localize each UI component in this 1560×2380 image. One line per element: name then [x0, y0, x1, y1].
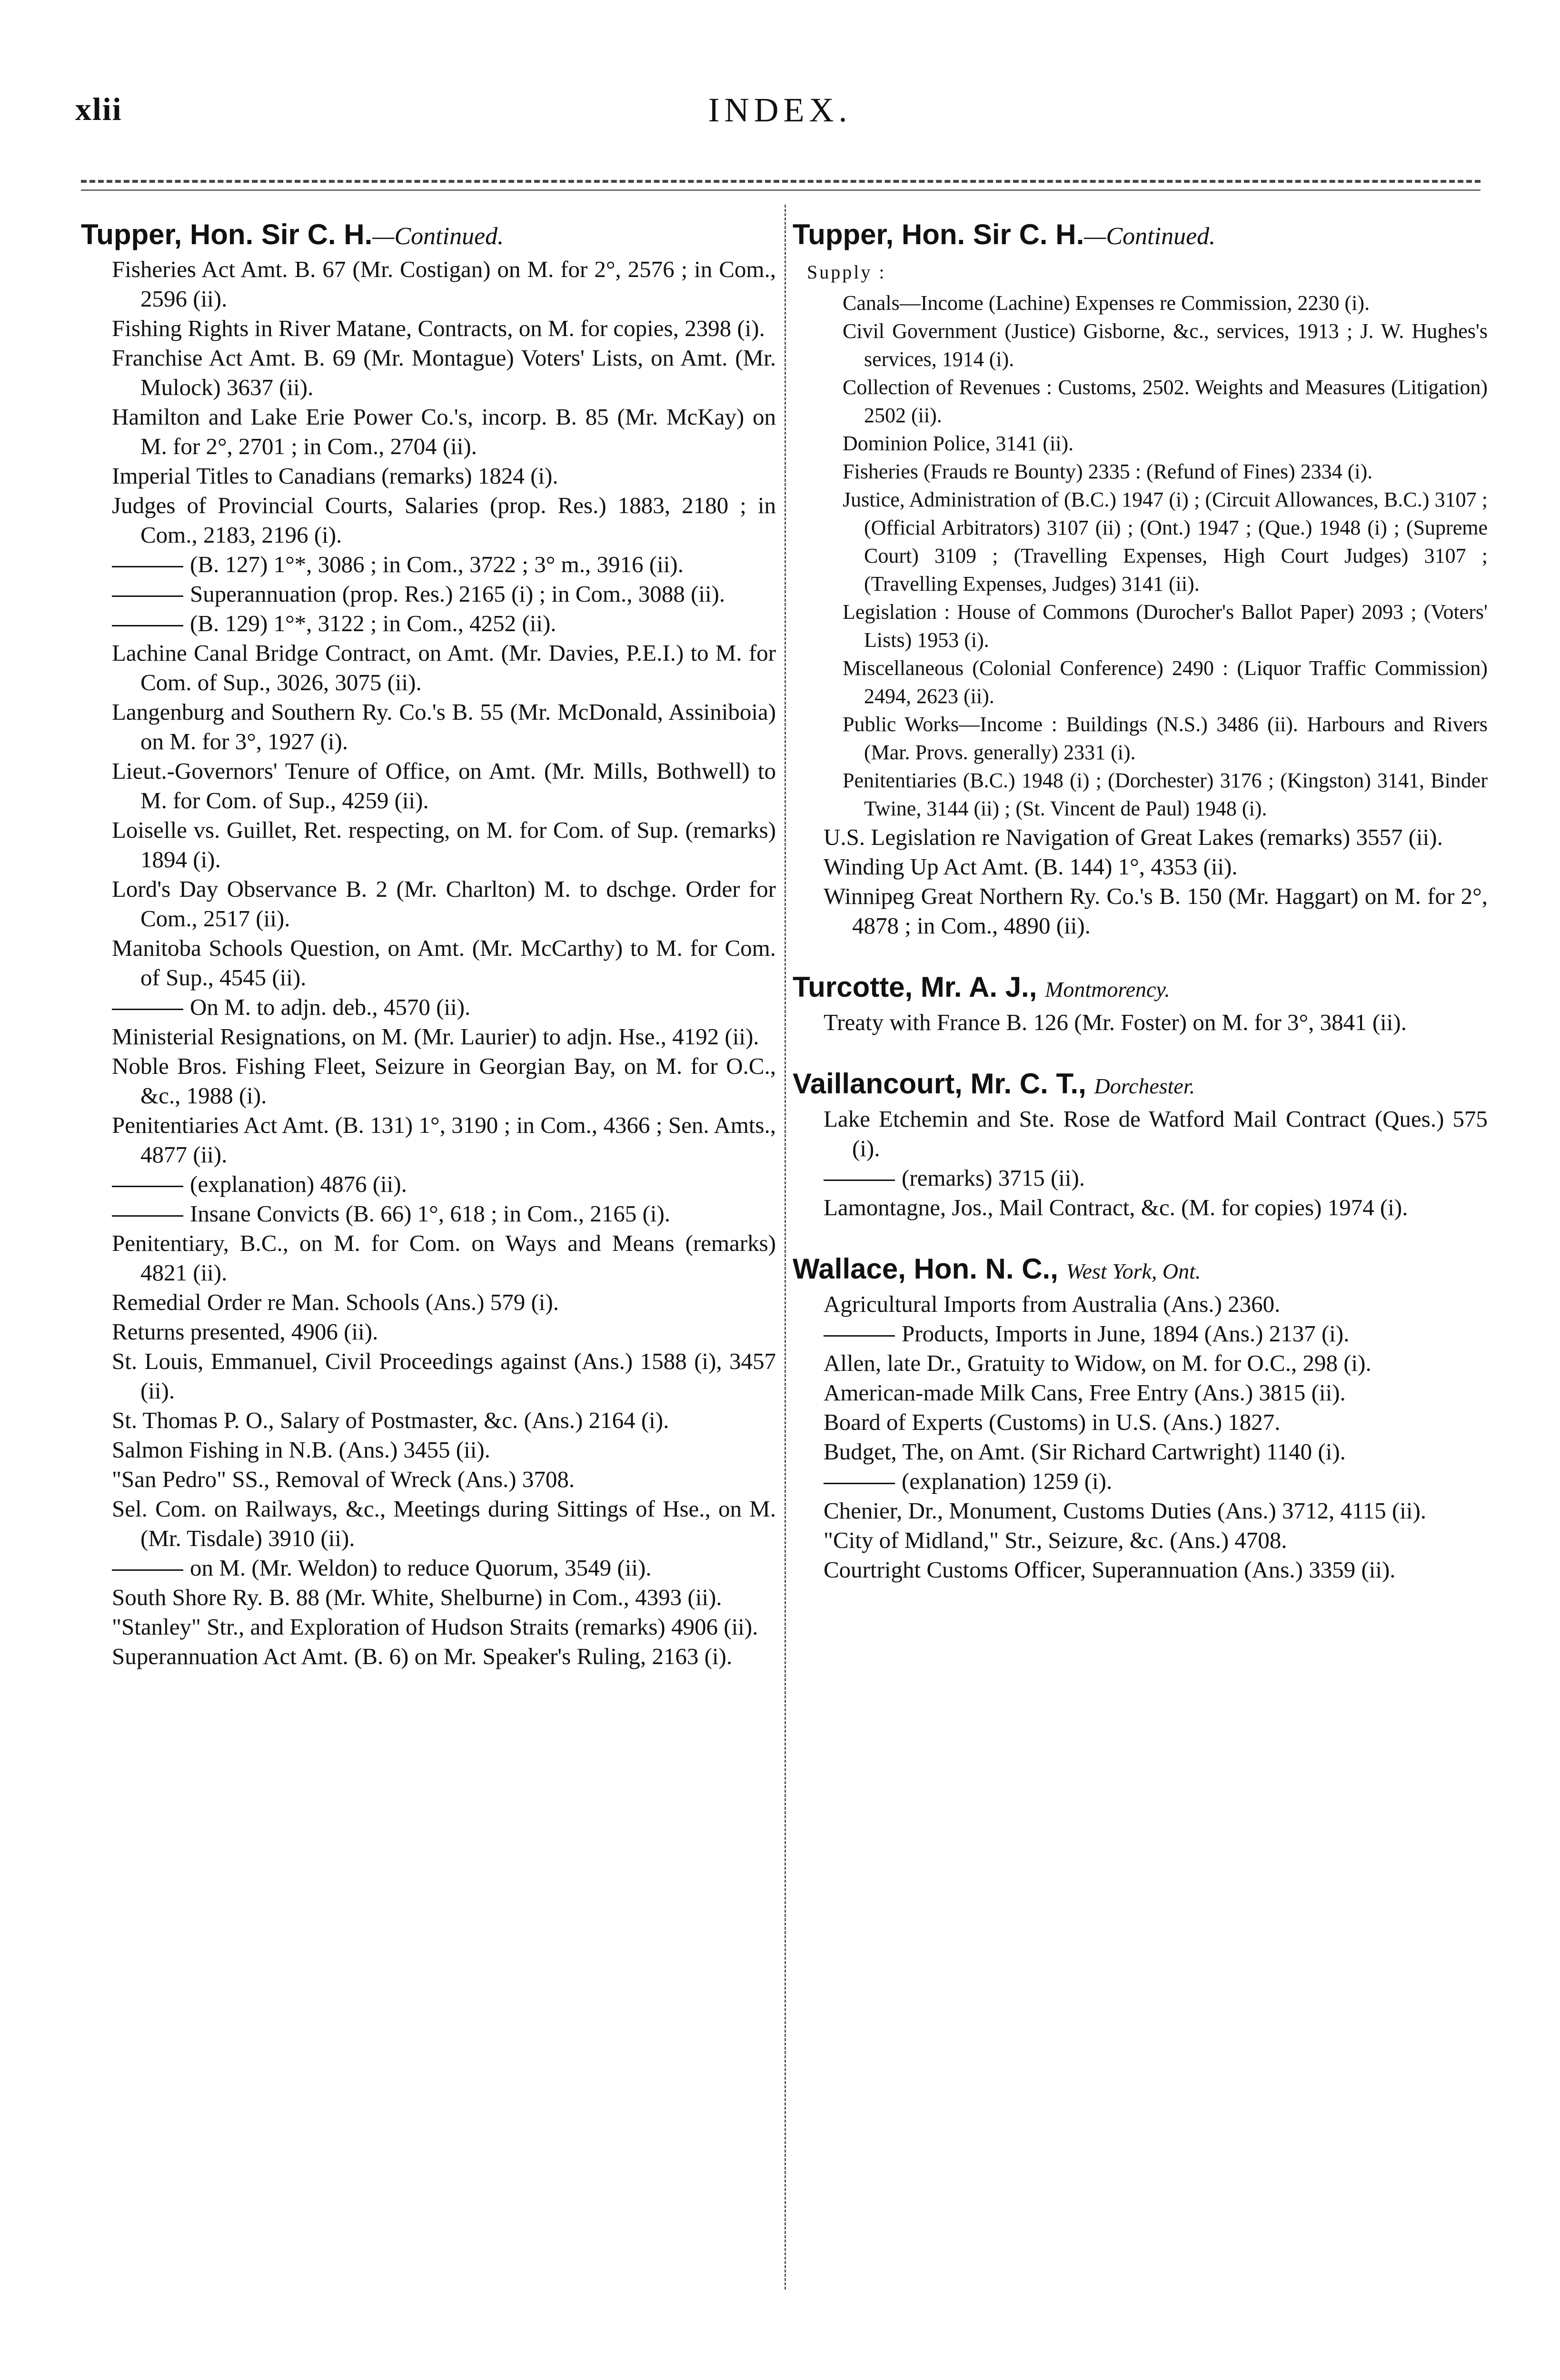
index-entry: Franchise Act Amt. B. 69 (Mr. Montague) Voters' Lists, on Amt. (Mr. Mulock) 3637 (ii). [112, 345, 776, 400]
supply-entry: Collection of Revenues : Customs, 2502. Weights and Measures (Litigation) 2502 (ii). [843, 376, 1488, 427]
index-entry: Courtright Customs Officer, Superannuation (Ans.) 3359 (ii). [824, 1557, 1396, 1583]
section-gap [793, 941, 1488, 969]
index-entry: Chenier, Dr., Monument, Customs Duties (Ans.) 3712, 4115 (ii). [824, 1497, 1427, 1524]
index-subentry: Products, Imports in June, 1894 (Ans.) 2137 (i). [793, 1319, 1488, 1349]
supply-entry: Canals—Income (Lachine) Expenses re Commission, 2230 (i). [843, 291, 1370, 315]
supply-label: Supply : [807, 261, 886, 283]
index-subentry: On M. to adjn. deb., 4570 (ii). [81, 992, 776, 1022]
index-entry: "Stanley" Str., and Exploration of Hudson Straits (remarks) 4906 (ii). [112, 1614, 758, 1640]
index-entry: Lake Etchemin and Ste. Rose de Watford Mail Contract (Ques.) 575 (i). [824, 1106, 1488, 1161]
member-heading-wallace: Wallace, Hon. N. C., West York, Ont. [793, 1253, 1201, 1285]
index-entry: Lieut.-Governors' Tenure of Office, on Amt. (Mr. Mills, Bothwell) to M. for Com. of Sup., 4259 (ii). [112, 758, 776, 813]
index-entry: Ministerial Resignations, on M. (Mr. Laurier) to adjn. Hse., 4192 (ii). [112, 1023, 759, 1050]
supply-entry: Public Works—Income : Buildings (N.S.) 3486 (ii). Harbours and Rivers (Mar. Provs. generally) 2331 (i). [843, 713, 1488, 764]
index-entry: "City of Midland," Str., Seizure, &c. (Ans.) 4708. [824, 1527, 1287, 1553]
index-entry: Salmon Fishing in N.B. (Ans.) 3455 (ii). [112, 1437, 490, 1463]
supply-entry: Legislation : House of Commons (Durocher's Ballot Paper) 2093 ; (Voters' Lists) 1953 (i). [843, 600, 1488, 652]
index-entry: Remedial Order re Man. Schools (Ans.) 579 (i). [112, 1289, 559, 1315]
index-entry: St. Louis, Emmanuel, Civil Proceedings against (Ans.) 1588 (i), 3457 (ii). [112, 1348, 776, 1404]
index-subentry: (remarks) 3715 (ii). [793, 1163, 1488, 1193]
header-rule [81, 180, 1481, 183]
supply-entry: Dominion Police, 3141 (ii). [843, 432, 1074, 455]
index-entry: Agricultural Imports from Australia (Ans.) 2360. [824, 1291, 1281, 1317]
index-subentry: (B. 129) 1°*, 3122 ; in Com., 4252 (ii). [81, 609, 776, 638]
section-gap [793, 1222, 1488, 1251]
index-entry: South Shore Ry. B. 88 (Mr. White, Shelburne) in Com., 4393 (ii). [112, 1584, 722, 1610]
supply-entry: Penitentiaries (B.C.) 1948 (i) ; (Dorchester) 3176 ; (Kingston) 3141, Binder Twine, 3144 (ii) ; (St. Vincent de Paul) 1948 (i). [843, 769, 1488, 820]
index-subentry: Insane Convicts (B. 66) 1°, 618 ; in Com., 2165 (i). [81, 1199, 776, 1229]
index-entry: Winnipeg Great Northern Ry. Co.'s B. 150 (Mr. Haggart) on M. for 2°, 4878 ; in Com., 4890 (ii). [824, 883, 1488, 939]
index-entry: Lachine Canal Bridge Contract, on Amt. (Mr. Davies, P.E.I.) to M. for Com. of Sup., 3026, 3075 (ii). [112, 640, 776, 695]
supply-entry: Justice, Administration of (B.C.) 1947 (i) ; (Circuit Allowances, B.C.) 3107 ; (Official Arbitrators) 3107 (ii) ; (Ont.) 1947 ; (Que.) 1948 (i) ; (Supreme Court) 3109 ; (Travelling Expenses, High Court Judges) 3107 ; (Travelling Expenses, Judges) 3141 (ii). [843, 488, 1488, 595]
index-entry: Lamontagne, Jos., Mail Contract, &c. (M. for copies) 1974 (i). [824, 1194, 1408, 1220]
index-entry: Treaty with France B. 126 (Mr. Foster) on M. for 3°, 3841 (ii). [824, 1009, 1407, 1035]
index-entry: Noble Bros. Fishing Fleet, Seizure in Georgian Bay, on M. for O.C., &c., 1988 (i). [112, 1053, 776, 1109]
index-entry: Sel. Com. on Railways, &c., Meetings during Sittings of Hse., on M. (Mr. Tisdale) 3910 (ii). [112, 1496, 776, 1551]
supply-entry: Miscellaneous (Colonial Conference) 2490 : (Liquor Traffic Commission) 2494, 2623 (ii). [843, 656, 1488, 708]
right-column [793, 217, 1488, 1585]
index-entry: American-made Milk Cans, Free Entry (Ans.) 3815 (ii). [824, 1379, 1346, 1406]
index-entry: Board of Experts (Customs) in U.S. (Ans.) 1827. [824, 1409, 1281, 1435]
index-entry: Fishing Rights in River Matane, Contracts, on M. for copies, 2398 (i). [112, 315, 765, 341]
index-subentry: (explanation) 1259 (i). [793, 1467, 1488, 1496]
page-number: xlii [75, 91, 122, 127]
index-entry: Budget, The, on Amt. (Sir Richard Cartwright) 1140 (i). [824, 1438, 1346, 1465]
left-column [81, 217, 776, 1671]
index-entry: Langenburg and Southern Ry. Co.'s B. 55 (Mr. McDonald, Assiniboia) on M. for 3°, 1927 (i). [112, 699, 776, 754]
index-subentry: Superannuation (prop. Res.) 2165 (i) ; in Com., 3088 (ii). [81, 579, 776, 609]
header-rule-solid [81, 189, 1481, 191]
index-entry: Fisheries Act Amt. B. 67 (Mr. Costigan) on M. for 2°, 2576 ; in Com., 2596 (ii). [112, 256, 776, 312]
index-entry: U.S. Legislation re Navigation of Great Lakes (remarks) 3557 (ii). [824, 824, 1443, 850]
column-divider [785, 205, 786, 2290]
index-subentry: (explanation) 4876 (ii). [81, 1170, 776, 1199]
supply-entry: Civil Government (Justice) Gisborne, &c., services, 1913 ; J. W. Hughes's services, 1914 (i). [843, 319, 1488, 371]
index-subentry: (B. 127) 1°*, 3086 ; in Com., 3722 ; 3° m., 3916 (ii). [81, 550, 776, 579]
index-entry: Loiselle vs. Guillet, Ret. respecting, on M. for Com. of Sup. (remarks) 1894 (i). [112, 817, 776, 873]
member-heading-turcotte: Turcotte, Mr. A. J., Montmorency. [793, 971, 1170, 1003]
index-heading: Tupper, Hon. Sir C. H.—Continued. [81, 218, 504, 250]
index-entry: Hamilton and Lake Erie Power Co.'s, incorp. B. 85 (Mr. McKay) on M. for 2°, 2701 ; in Com., 2704 (ii). [112, 404, 776, 459]
index-entry: Lord's Day Observance B. 2 (Mr. Charlton) M. to dschge. Order for Com., 2517 (ii). [112, 876, 776, 932]
index-entry: St. Thomas P. O., Salary of Postmaster, &c. (Ans.) 2164 (i). [112, 1407, 669, 1433]
index-entry: Imperial Titles to Canadians (remarks) 1824 (i). [112, 463, 558, 489]
index-entry: Manitoba Schools Question, on Amt. (Mr. McCarthy) to M. for Com. of Sup., 4545 (ii). [112, 935, 776, 991]
index-entry: Allen, late Dr., Gratuity to Widow, on M. for O.C., 298 (i). [824, 1350, 1371, 1376]
section-gap [793, 1037, 1488, 1066]
supply-entry: Fisheries (Frauds re Bounty) 2335 : (Refund of Fines) 2334 (i). [843, 460, 1373, 483]
index-entry: Superannuation Act Amt. (B. 6) on Mr. Speaker's Ruling, 2163 (i). [112, 1643, 733, 1669]
index-entry: Returns presented, 4906 (ii). [112, 1319, 378, 1345]
index-entry: Penitentiaries Act Amt. (B. 131) 1°, 3190 ; in Com., 4366 ; Sen. Amts., 4877 (ii). [112, 1112, 776, 1168]
index-heading: Tupper, Hon. Sir C. H.—Continued. [793, 218, 1216, 250]
member-heading-vaillancourt: Vaillancourt, Mr. C. T., Dorchester. [793, 1068, 1195, 1100]
index-entry: Judges of Provincial Courts, Salaries (prop. Res.) 1883, 2180 ; in Com., 2183, 2196 (i). [112, 492, 776, 548]
page-title: INDEX. [708, 91, 852, 129]
page-header [0, 90, 1560, 148]
index-entry: Penitentiary, B.C., on M. for Com. on Ways and Means (remarks) 4821 (ii). [112, 1230, 776, 1286]
index-subentry: on M. (Mr. Weldon) to reduce Quorum, 3549 (ii). [81, 1553, 776, 1583]
index-entry: "San Pedro" SS., Removal of Wreck (Ans.) 3708. [112, 1466, 575, 1492]
index-entry: Winding Up Act Amt. (B. 144) 1°, 4353 (ii). [824, 853, 1238, 880]
